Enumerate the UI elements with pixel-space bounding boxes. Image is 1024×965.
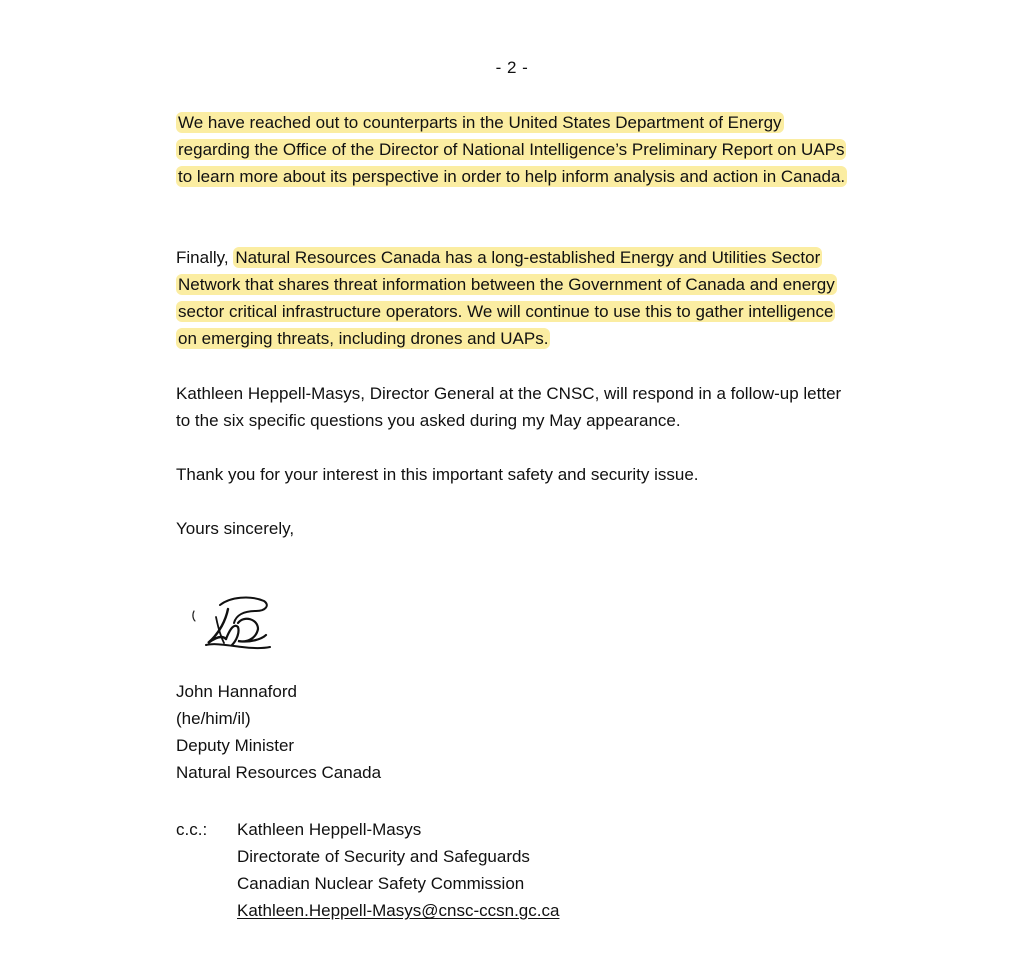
cc-organization: Canadian Nuclear Safety Commission	[237, 874, 525, 893]
page-number: - 2 -	[495, 58, 529, 77]
paragraph-follow-up: Kathleen Heppell-Masys, Director General at the CNSC, will respond in a follow-up letter to the six specific questions you asked during my May appearance.	[176, 384, 842, 430]
paragraph-lead-text: Finally,	[176, 248, 234, 267]
cc-directorate: Directorate of Security and Safeguards	[237, 847, 530, 866]
signatory-pronouns: (he/him/il)	[176, 709, 251, 728]
paragraph-doe-outreach	[176, 109, 856, 190]
highlighted-text: Natural Resources Canada has a long-established Energy and Utilities Sector Network that shares threat information between the Government of Canada and energy sector critical infrastructure operators. We will continue to use this to gather intelligence on emerging threats, including drones and UAPs.	[178, 248, 835, 348]
highlighted-text: We have reached out to counterparts in the United States Department of Energy regarding the Office of the Director of National Intelligence’s Preliminary Report on UAPs to learn more about its perspective in order to help inform analysis and action in Canada.	[178, 113, 846, 186]
signatory-department: Natural Resources Canada	[176, 763, 382, 782]
cc-email-link[interactable]: Kathleen.Heppell-Masys@cnsc-ccsn.gc.ca	[237, 901, 560, 920]
handwritten-signature	[186, 593, 278, 657]
paragraph-thanks: Thank you for your interest in this important safety and security issue.	[176, 465, 699, 484]
cc-name: Kathleen Heppell-Masys	[237, 820, 422, 839]
paragraph-sector-network	[176, 244, 856, 352]
cc-recipient-block	[237, 816, 559, 924]
cc-label: c.c.:	[176, 820, 208, 839]
closing-line: Yours sincerely,	[176, 519, 295, 538]
signatory-name: John Hannaford	[176, 682, 297, 701]
signature-block	[176, 678, 381, 786]
signatory-title: Deputy Minister	[176, 736, 295, 755]
